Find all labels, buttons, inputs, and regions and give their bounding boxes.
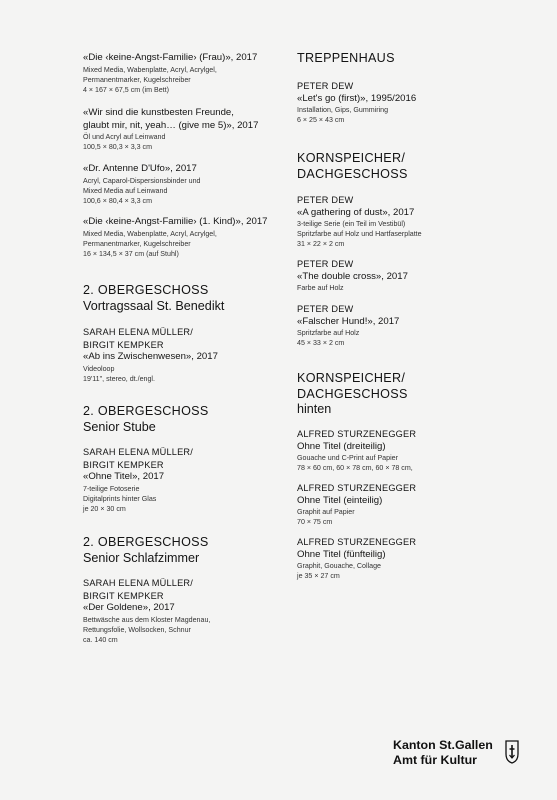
artwork-details: Graphit auf Papier 70 × 75 cm	[297, 508, 355, 527]
location-heading: 2. OBERGESCHOSS Senior Schlafzimmer	[83, 535, 209, 565]
artwork-entry	[297, 258, 527, 293]
artwork-details: Spritzfarbe auf Holz 45 × 33 × 2 cm	[297, 329, 360, 348]
artwork-title: «Die ‹keine-Angst-Familie› (1. Kind)», 2017	[83, 216, 268, 227]
artwork-title: «Dr. Antenne D'Ufo», 2017	[83, 163, 197, 174]
artwork-entry	[83, 577, 283, 645]
artwork-title: «A gathering of dust», 2017	[297, 206, 415, 218]
artist-name: PETER DEW	[297, 304, 354, 314]
artwork-details: Mixed Media, Wabenplatte, Acryl, Acrylgel, Permanentmarker, Kugelschreiber 4 × 167 × 67,5 cm (im Bett)	[83, 65, 217, 94]
logo-line-1: Kanton St.Gallen	[393, 738, 493, 752]
artist-name: PETER DEW	[297, 195, 354, 205]
artwork-entry	[297, 303, 527, 348]
artwork-details: Mixed Media, Wabenplatte, Acryl, Acrylgel, Permanentmarker, Kugelschreiber 16 × 134,5 × 37 cm (auf Stuhl)	[83, 229, 217, 258]
artwork-title: «Der Goldene», 2017	[83, 602, 175, 614]
artist-name: SARAH ELENA MÜLLER/ BIRGIT KEMPKER	[83, 578, 194, 601]
artwork-title: «The double cross», 2017	[297, 270, 408, 282]
artwork-entry	[83, 52, 283, 95]
artwork-entry	[83, 107, 283, 152]
artwork-title: «Let's go (first)», 1995/2016	[297, 92, 417, 104]
artwork-entry	[297, 482, 527, 527]
artwork-entry	[83, 163, 283, 206]
artwork-title: «Ohne Titel», 2017	[83, 471, 165, 483]
artwork-title: «Falscher Hund!», 2017	[297, 315, 400, 327]
location-heading: KORNSPEICHER/ DACHGESCHOSS hinten	[297, 371, 408, 416]
artwork-details: Installation, Gips, Gummiring 6 × 25 × 43 cm	[297, 106, 389, 125]
artwork-title: Ohne Titel (einteilig)	[297, 494, 383, 506]
artwork-entry	[83, 326, 283, 384]
location-heading: TREPPENHAUS	[297, 51, 395, 65]
artwork-details: Graphit, Gouache, Collage je 35 × 27 cm	[297, 562, 381, 581]
artist-name: SARAH ELENA MÜLLER/ BIRGIT KEMPKER	[83, 447, 194, 470]
artwork-details: Bettwäsche aus dem Kloster Magdenau, Rettungsfolie, Wollsocken, Schnur ca. 140 cm	[83, 615, 211, 644]
artwork-details: 7-teilige Fotoserie Digitalprints hinter Glas je 20 × 30 cm	[83, 484, 157, 513]
artist-name: SARAH ELENA MÜLLER/ BIRGIT KEMPKER	[83, 327, 194, 350]
logo-line-2: Amt für Kultur	[393, 752, 477, 767]
artwork-details: Gouache und C-Print auf Papier 78 × 60 cm, 60 × 78 cm, 60 × 78 cm,	[297, 454, 413, 473]
artist-name: PETER DEW	[297, 81, 354, 91]
location-heading: 2. OBERGESCHOSS Vortragssaal St. Benedikt	[83, 283, 225, 313]
artwork-entry	[297, 428, 527, 473]
artist-name: ALFRED STURZENEGGER	[297, 429, 417, 439]
st-gallen-coat-of-arms-icon	[505, 740, 519, 764]
kanton-logo	[393, 738, 493, 767]
artwork-entry	[83, 446, 283, 514]
artist-name: PETER DEW	[297, 259, 354, 269]
artwork-entry	[297, 80, 527, 125]
artwork-details: Videoloop 19'11", stereo, dt./engl.	[83, 364, 155, 383]
artwork-title: «Die ‹keine-Angst-Familie› (Frau)», 2017	[83, 52, 258, 63]
location-heading: 2. OBERGESCHOSS Senior Stube	[83, 404, 209, 434]
artwork-title: «Ab ins Zwischenwesen», 2017	[83, 351, 218, 363]
artwork-entry	[297, 194, 527, 249]
location-heading: KORNSPEICHER/ DACHGESCHOSS	[297, 151, 408, 181]
artwork-details: Farbe auf Holz	[297, 284, 344, 293]
artwork-title: Ohne Titel (fünfteilig)	[297, 548, 386, 560]
artwork-entry	[297, 536, 527, 581]
artist-name: ALFRED STURZENEGGER	[297, 537, 417, 547]
artwork-details: Acryl, Caparol-Dispersionsbinder und Mixed Media auf Leinwand 100,6 × 80,4 × 3,3 cm	[83, 176, 201, 205]
artwork-entry	[83, 216, 283, 259]
artwork-details: 3-teilige Serie (ein Teil im Vestibül) Spritzfarbe auf Holz und Hartfaserplatte 31 × 22 × 2 cm	[297, 220, 422, 249]
artwork-details: Öl und Acryl auf Leinwand 100,5 × 80,3 × 3,3 cm	[83, 133, 166, 152]
artwork-title: «Wir sind die kunstbesten Freunde, glaubt mir, nit, yeah… (give me 5)», 2017	[83, 107, 259, 131]
artist-name: ALFRED STURZENEGGER	[297, 483, 417, 493]
artwork-title: Ohne Titel (dreiteilig)	[297, 440, 386, 452]
